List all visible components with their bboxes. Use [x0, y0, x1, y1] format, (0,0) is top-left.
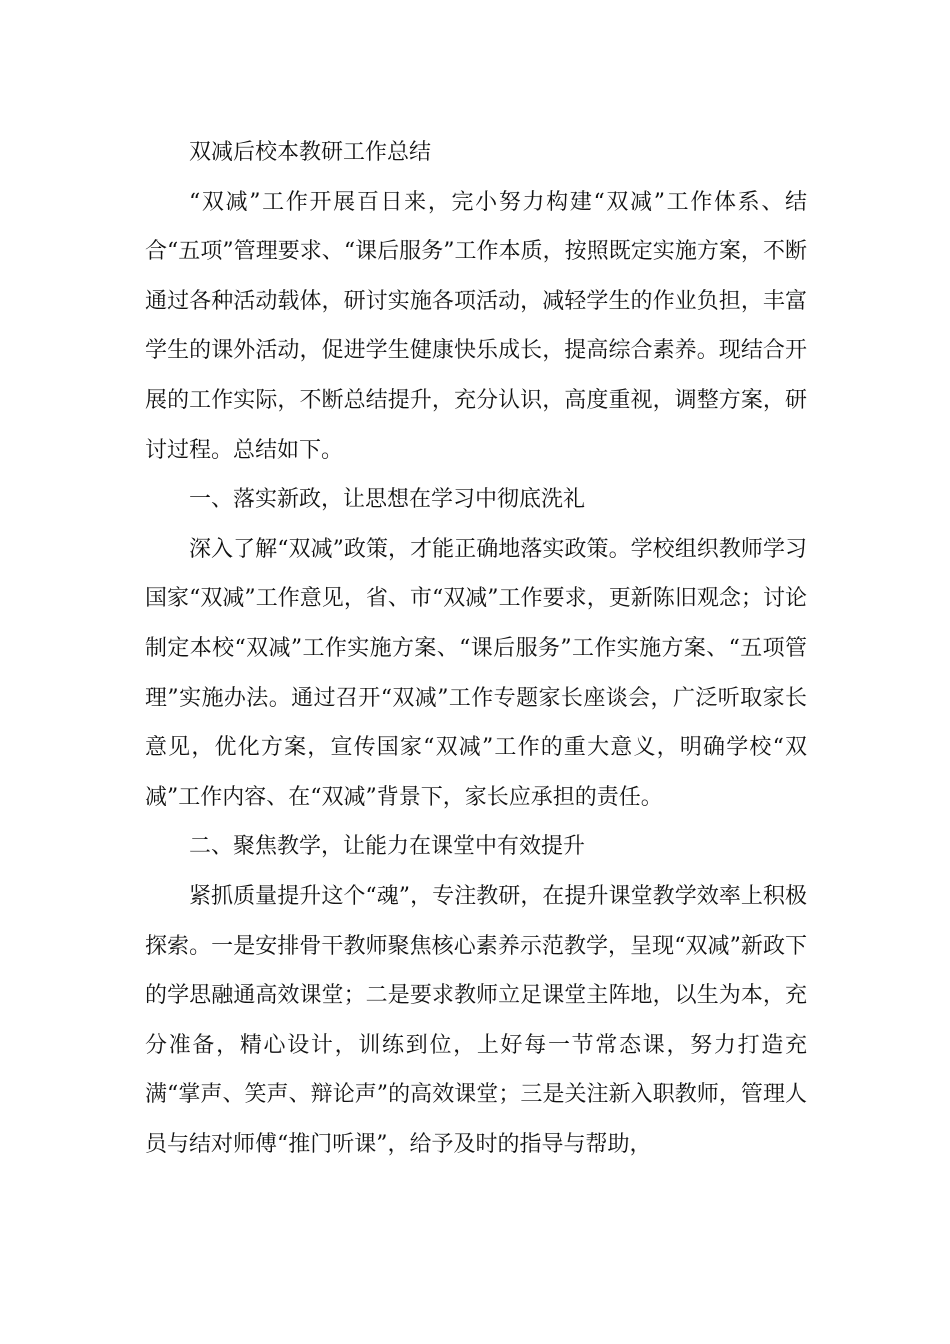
- document-page: [145, 128, 807, 1169]
- section-1-heading: 一、落实新政，让思想在学习中彻底洗礼: [189, 487, 586, 513]
- section-2-paragraph: 紧抓质量提升这个“魂”，专注教研，在提升课堂教学效率上积极探索。一是安排骨干教师聚焦核心素养示范教学，呈现“双减”新政下的学思融通高效课堂；二是要求教师立足课堂主阵地，以生为本，充分准备，精心设计，训练到位，上好每一节常态课，努力打造充满“掌声、笑声、辩论声”的高效课堂；三是关注新入职教师，管理人员与结对师傅“推门听课”，给予及时的指导与帮助，: [145, 883, 807, 1157]
- section-2-heading: 二、聚焦教学，让能力在课堂中有效提升: [189, 834, 586, 860]
- document-title: 双减后校本教研工作总结: [189, 140, 432, 165]
- intro-paragraph: “双减”工作开展百日来，完小努力构建“双减”工作体系、结合“五项”管理要求、“课后服务”工作本质，按照既定实施方案，不断通过各种活动载体，研讨实施各项活动，减轻学生的作业负担，丰富学生的课外活动，促进学生健康快乐成长，提高综合素养。现结合开展的工作实际，不断总结提升，充分认识，高度重视，调整方案，研讨过程。总结如下。: [145, 189, 807, 463]
- section-1-paragraph: 深入了解“双减”政策，才能正确地落实政策。学校组织教师学习国家“双减”工作意见，省、市“双减”工作要求，更新陈旧观念；讨论制定本校“双减”工作实施方案、“课后服务”工作实施方案、“五项管理”实施办法。通过召开“双减”工作专题家长座谈会，广泛听取家长意见，优化方案，宣传国家“双减”工作的重大意义，明确学校“双减”工作内容、在“双减”背景下，家长应承担的责任。: [145, 536, 807, 810]
